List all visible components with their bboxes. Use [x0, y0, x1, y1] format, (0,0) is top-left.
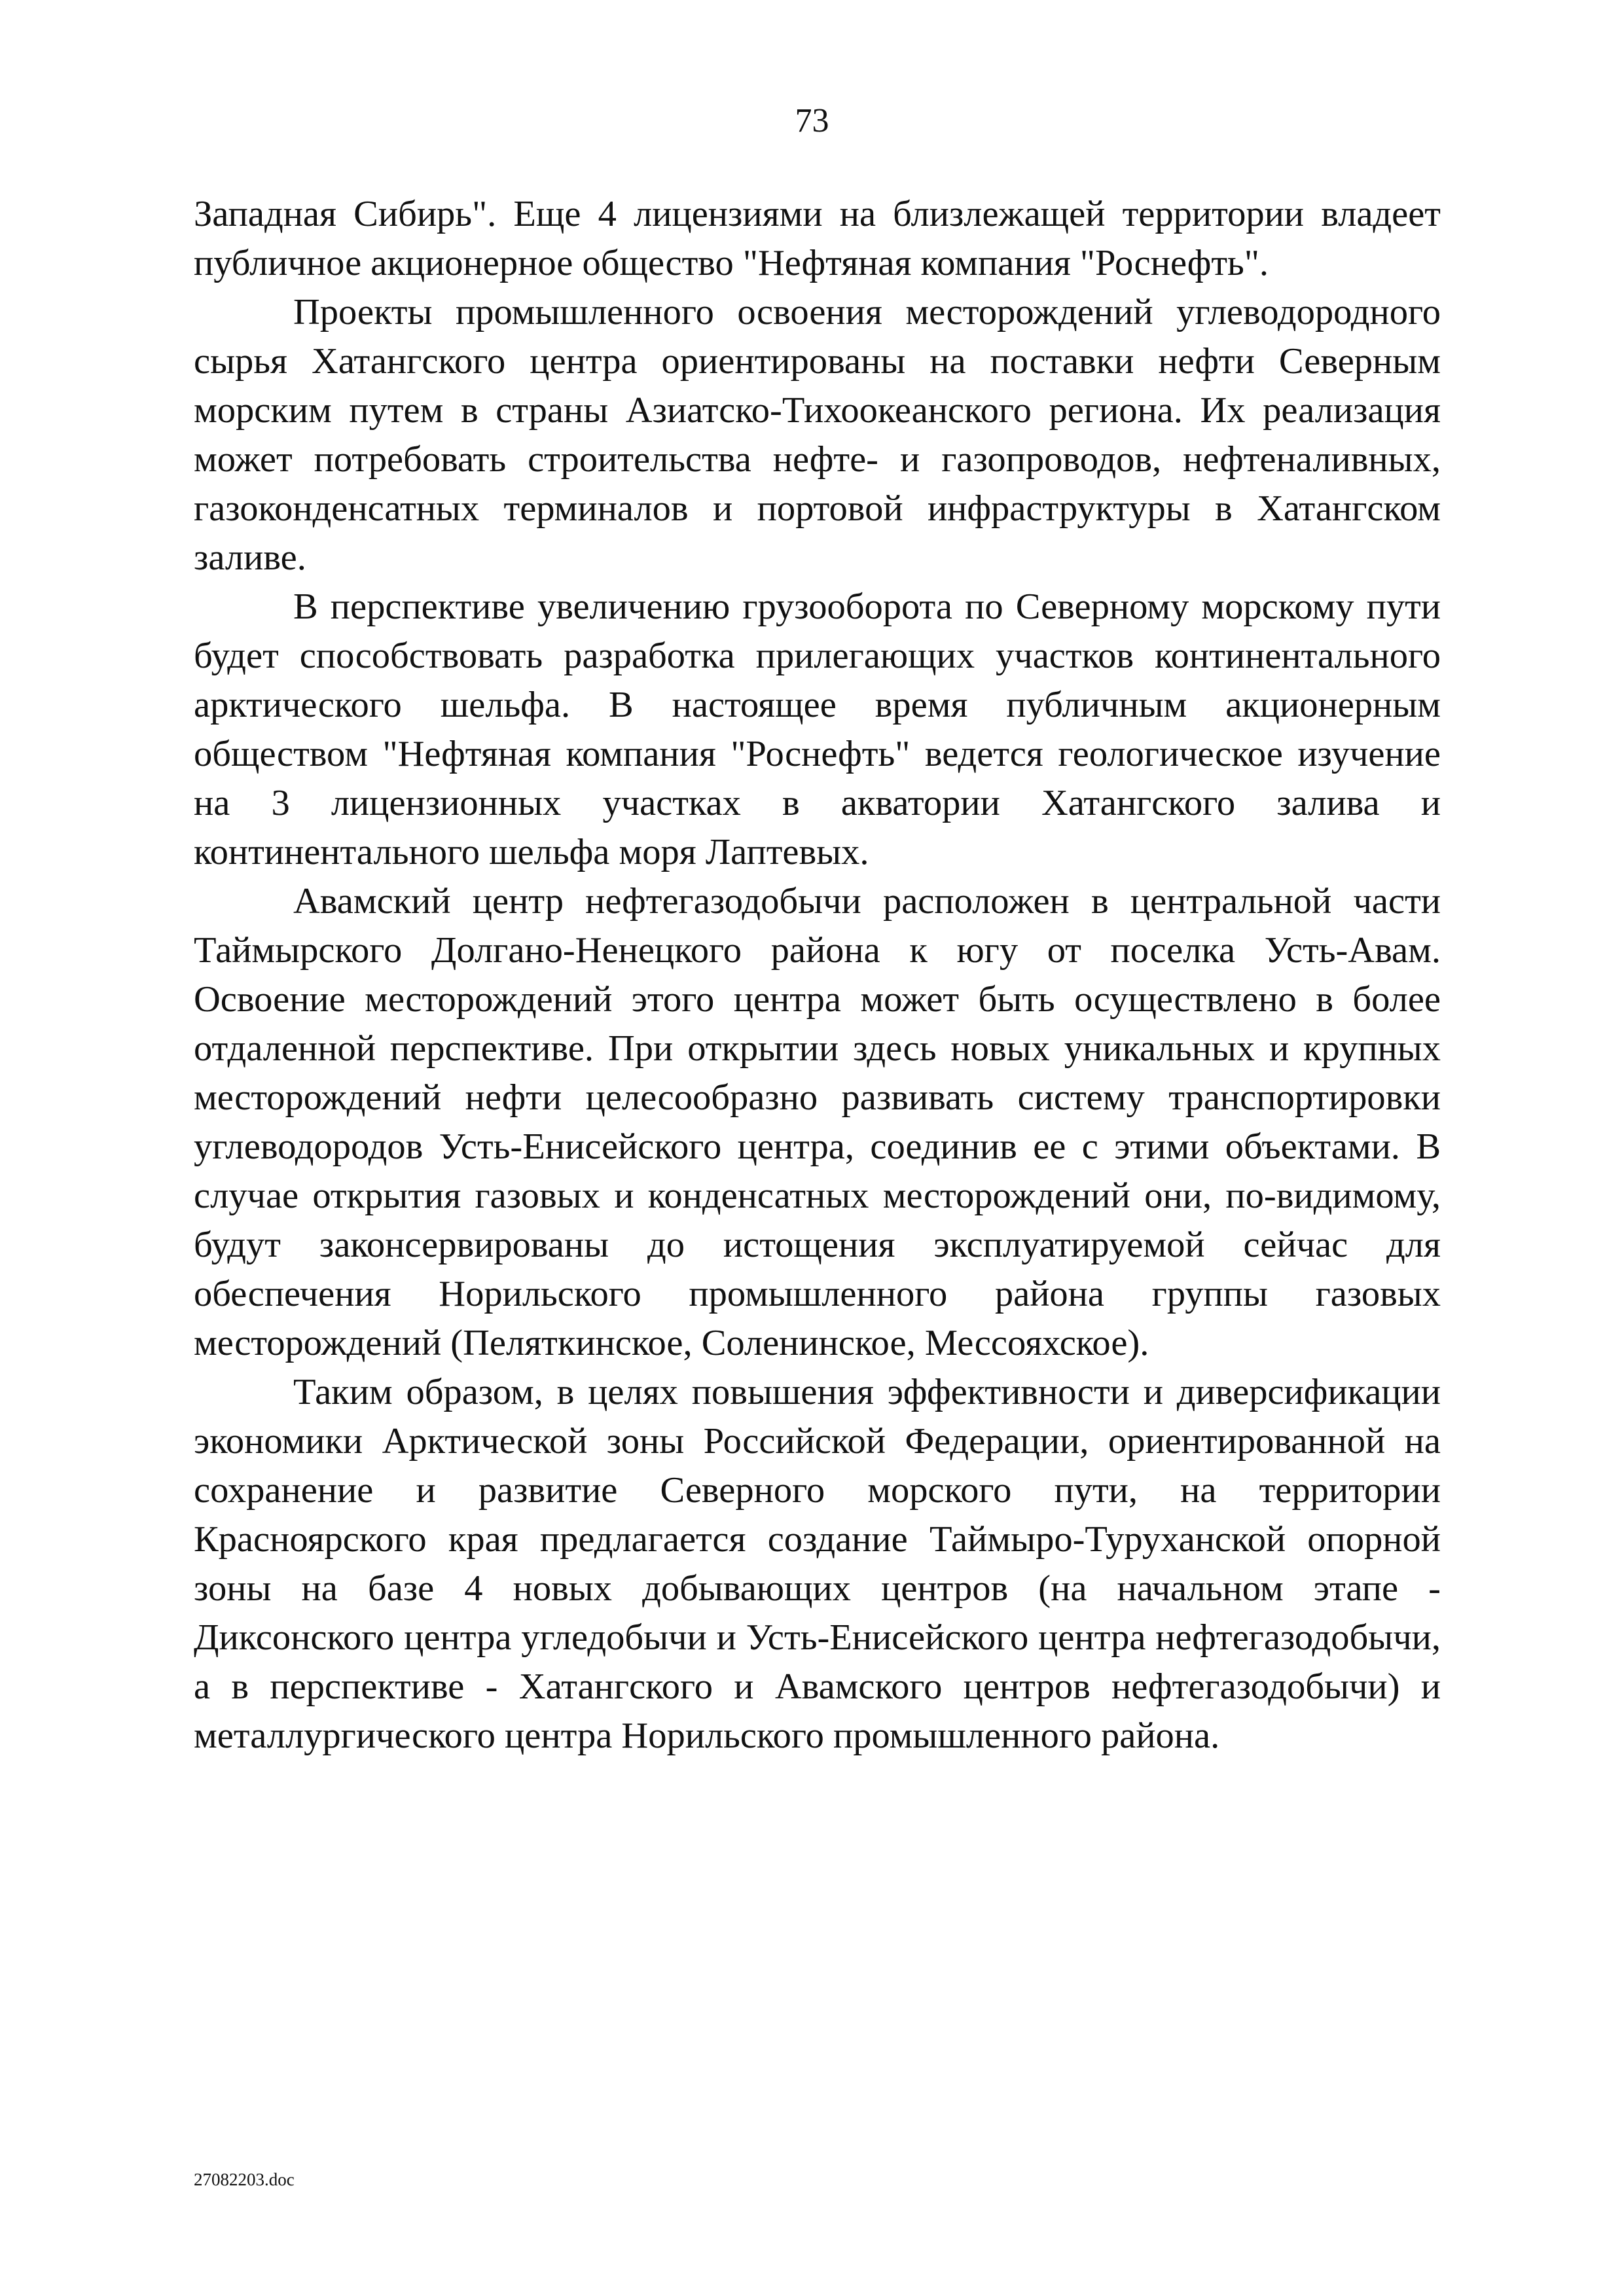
paragraph-khatanga-projects: Проекты промышленного освоения месторождений углеводородного сырья Хатангского центра ориентированы на поставки нефти Северным морским путем в страны Азиатско-Тихоокеанского региона. Их реализация может потребовать строительства нефте- и газопроводов, нефтеналивных, газоконденсатных терминалов и портовой инфраструктуры в Хатангском заливе. [194, 292, 1441, 578]
paragraph-shelf-prospects: В перспективе увеличению грузооборота по Северному морскому пути будет способствовать разработка прилегающих участков континентального арктического шельфа. В настоящее время публичным акционерным обществом "Нефтяная компания "Роснефть" ведется геологическое изучение на 3 лицензионных участках в акватории Хатангского залива и континентального шельфа моря Лаптевых. [194, 586, 1441, 872]
paragraph-conclusion: Таким образом, в целях повышения эффективности и диверсификации экономики Арктической зоны Российской Федерации, ориентированной на сохранение и развитие Северного морского пути, на территории Красноярского края предлагается создание Таймыро-Туруханской опорной зоны на базе 4 новых добывающих центров (на начальном этапе - Диксонского центра угледобычи и Усть-Енисейского центра нефтегазодобычи, а в перспективе - Хатангского и Авамского центров нефтегазодобычи) и металлургического центра Норильского промышленного района. [194, 1372, 1441, 1756]
footer-filename: 27082203.doc [194, 2170, 295, 2189]
paragraph-avam-center: Авамский центр нефтегазодобычи расположен в центральной части Таймырского Долгано-Ненецкого района к югу от поселка Усть-Авам. Освоение месторождений этого центра может быть осуществлено в более отдаленной перспективе. При открытии здесь новых уникальных и крупных месторождений нефти целесообразно развивать систему транспортировки углеводородов Усть-Енисейского центра, соединив ее с этими объектами. В случае открытия газовых и конденсатных месторождений они, по-видимому, будут законсервированы до истощения эксплуатируемой сейчас для обеспечения Норильского промышленного района группы газовых месторождений (Пеляткинское, Соленинское, Мессояхское). [194, 881, 1441, 1363]
document-body [194, 190, 1441, 1761]
paragraph-continuation: Западная Сибирь". Еще 4 лицензиями на близлежащей территории владеет публичное акционерное общество "Нефтяная компания "Роснефть". [194, 194, 1441, 283]
page-number: 73 [795, 102, 829, 139]
